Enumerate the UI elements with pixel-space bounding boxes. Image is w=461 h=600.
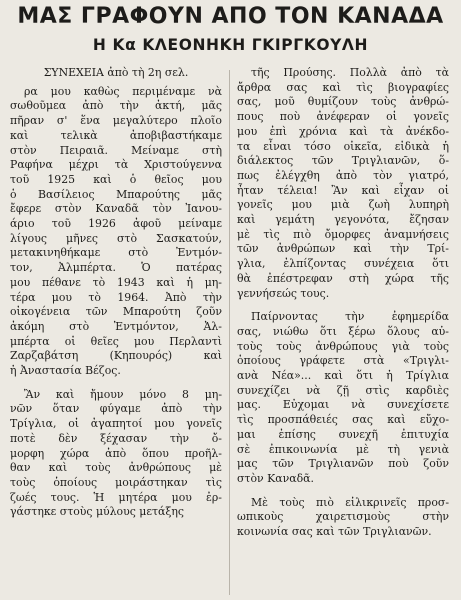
text-line: μετακινηθήκαμε στὸ Ἐντμόν- xyxy=(10,246,222,260)
text-line: τῆς Προύσης. Πολλὰ ἀπὸ τὰ xyxy=(251,66,449,79)
text-line: ὁ Βασίλειος Μπαρούτης μᾶς xyxy=(10,187,222,201)
text-line: θὰ ἐπέστρεφαν στὴ χώρα τῆς xyxy=(237,271,449,285)
text-line: οἰκογένεια τῶν Μπαρούτη ζοῦν xyxy=(10,305,222,319)
left-column xyxy=(10,66,222,520)
text-line: μὲ τὶς πιὸ ὄμορφες ἀναμνήσεις xyxy=(237,227,449,241)
text-line: ωπικοὺς χαιρετισμοὺς στὴν xyxy=(237,510,449,524)
right-column xyxy=(237,66,449,540)
paragraph xyxy=(10,85,222,379)
text-line: ρα μου καθὼς περιμέναμε νὰ xyxy=(24,84,222,98)
continuation-note xyxy=(10,66,222,81)
text-line: τέρα μου τὸ 1964. Ἀπὸ τὴν xyxy=(10,290,222,304)
text-line: μας τῶν Τριγλιανῶν ποὺ ζοῦν xyxy=(237,457,449,471)
text-line: γεννήσεώς τους. xyxy=(237,286,330,300)
text-line: ποτὲ δὲν ξέχασαν τὴν ὄ- xyxy=(10,431,222,445)
paragraph xyxy=(237,66,449,301)
text-line: μαι ἐπίσης συνεχῆ ἐπιτυχία xyxy=(237,427,449,441)
continuation-text: ΣΥΝΕΧΕΙΑ ἀπὸ τὴ 2η σελ. xyxy=(43,66,189,79)
text-line: ἡ Ἀναστασία Βέζος. xyxy=(10,364,121,378)
text-line: στὸν Καναδᾶ. xyxy=(237,471,314,485)
text-line: μου ἐπὶ χρόνια καὶ τὰ ἀνέκδο- xyxy=(237,124,449,138)
text-line: ζωές τους. Ἡ μητέρα μου ἐρ- xyxy=(10,490,222,504)
text-line: σωθοῦμεα ἀπὸ τὴν ἀκτή, μᾶς xyxy=(10,99,222,113)
text-line: πως ἐλέγχθη ἀπὸ τὸν γιατρό, xyxy=(237,168,449,182)
text-line: Ζαρζαβάτση (Κηπουρός) καὶ xyxy=(10,349,222,363)
text-line: τα εἶναι τόσο οἰκεῖα, εἰδικὰ ἡ xyxy=(237,139,449,153)
text-line: άριο τοῦ 1926 ἀφοῦ μείναμε xyxy=(10,217,222,231)
text-line: ἔφερε στὸν Καναδᾶ τὸν Ἰανου- xyxy=(10,202,222,216)
text-line: πους ποὺ ἀνέφεραν οἱ γονεῖς xyxy=(237,110,449,124)
text-line: γάστηκε στοὺς μύλους μετάξης xyxy=(10,505,185,519)
text-line: λίγους μῆνες στὸ Σασκατούν, xyxy=(10,231,222,245)
text-line: διάλεκτος τῶν Τριγλιανῶν, ὅ- xyxy=(237,154,449,168)
paragraph xyxy=(237,496,449,540)
text-line: τοῦ 1925 καὶ ὁ θεῖος μου xyxy=(10,172,222,186)
text-line: θαν καὶ τοὺς ἀνθρώπους μὲ xyxy=(10,461,222,475)
text-line: τοὺς τοὺς ἀνθρώπους γιὰ τοὺς xyxy=(237,339,449,353)
paragraph xyxy=(10,388,222,520)
text-line: γλια, ἐλπίζοντας συνέχεια ὅτι xyxy=(237,257,449,271)
text-line: ἀκόμη στὸ Ἐντμόντον, Ἀλ- xyxy=(10,319,222,333)
text-line: τῶν ἀνθρώπων καὶ τὴν Τρί- xyxy=(237,242,449,256)
paragraph xyxy=(237,310,449,486)
text-line: μορφη χώρα ἀπὸ ὅπου προῆλ- xyxy=(10,446,222,460)
text-line: Ραφήνα μέχρι τὰ Χριστούγεννα xyxy=(10,158,222,172)
text-line: Τρίγλια, οἱ ἀγαπητοί μου γονεῖς xyxy=(10,417,222,431)
text-line: Παίρνοντας τὴν ἐφημερίδα xyxy=(251,310,449,324)
column-divider xyxy=(229,70,230,595)
text-line: μπέρτα οἱ θεῖες μου Περλαντὶ xyxy=(10,334,222,348)
text-line: ἄρθρα σας καὶ τὶς βιογραφίες xyxy=(237,80,449,94)
text-line: σας, μοῦ θυμίζουν τοὺς ἀνθρώ- xyxy=(237,95,449,109)
text-line: ὁποίους γράφετε στὰ «Τριγλι- xyxy=(237,354,449,368)
text-line: κοινωνία σας καὶ τῶν Τριγλιανῶν. xyxy=(237,525,432,539)
text-line: ἦταν τέλεια! Ἂν καὶ εἶχαν οἱ xyxy=(237,183,449,197)
text-line: μας. Εὐχομαι νὰ συνεχίσετε xyxy=(237,398,449,412)
text-line: συνεχίζει νὰ ζῇ στὶς καρδιὲς xyxy=(237,383,449,397)
text-line: νῶν ὅταν φύγαμε ἀπὸ τὴν xyxy=(10,402,222,416)
text-line: στὸν Πειραιᾶ. Μείναμε στὴ xyxy=(10,143,222,157)
text-line: γονεῖς μου μιὰ ζωὴ λυπηρὴ xyxy=(237,198,449,212)
text-line: τὶς προσπάθειές σας καὶ εὔχο- xyxy=(237,413,449,427)
text-line: τοὺς ὁποίους μοιράστηκαν τὶς xyxy=(10,475,222,489)
text-line: πῆραν σ' ἕνα μεγαλύτερο πλοῖο xyxy=(10,114,222,128)
text-line: ανὰ Νέα»... καὶ ὅτι ἡ Τρίγλια xyxy=(237,369,449,383)
text-line: σας, νιώθω ὅτι ξέρω ὅλους αὐ- xyxy=(237,324,449,338)
text-line: τον, Ἀλμπέρτα. Ὁ πατέρας xyxy=(10,261,222,275)
text-line: Ἂν καὶ ἤμουν μόνο 8 μη- xyxy=(24,387,222,401)
article-headline: ΜΑΣ ΓΡΑΦΟΥΝ ΑΠΟ ΤΟΝ ΚΑΝΑΔΑ xyxy=(17,4,444,29)
article-byline: Η Κα ΚΛΕΟΝΗΚΗ ΓΚΙΡΓΚΟΥΛΗ xyxy=(92,36,369,54)
text-line: καὶ γεμάτη γεγονότα, ἔζησαν xyxy=(237,213,449,227)
text-line: μου πέθανε τὸ 1943 καὶ ἡ μη- xyxy=(10,275,222,289)
text-line: καὶ τελικὰ ἀποβιβαστήκαμε xyxy=(10,128,222,142)
text-line: σὲ ἐπικοινωνία μὲ τὴ γενιὰ xyxy=(237,442,449,456)
text-line: Μὲ τοὺς πιὸ εἰλικρινεῖς προσ- xyxy=(251,495,449,509)
